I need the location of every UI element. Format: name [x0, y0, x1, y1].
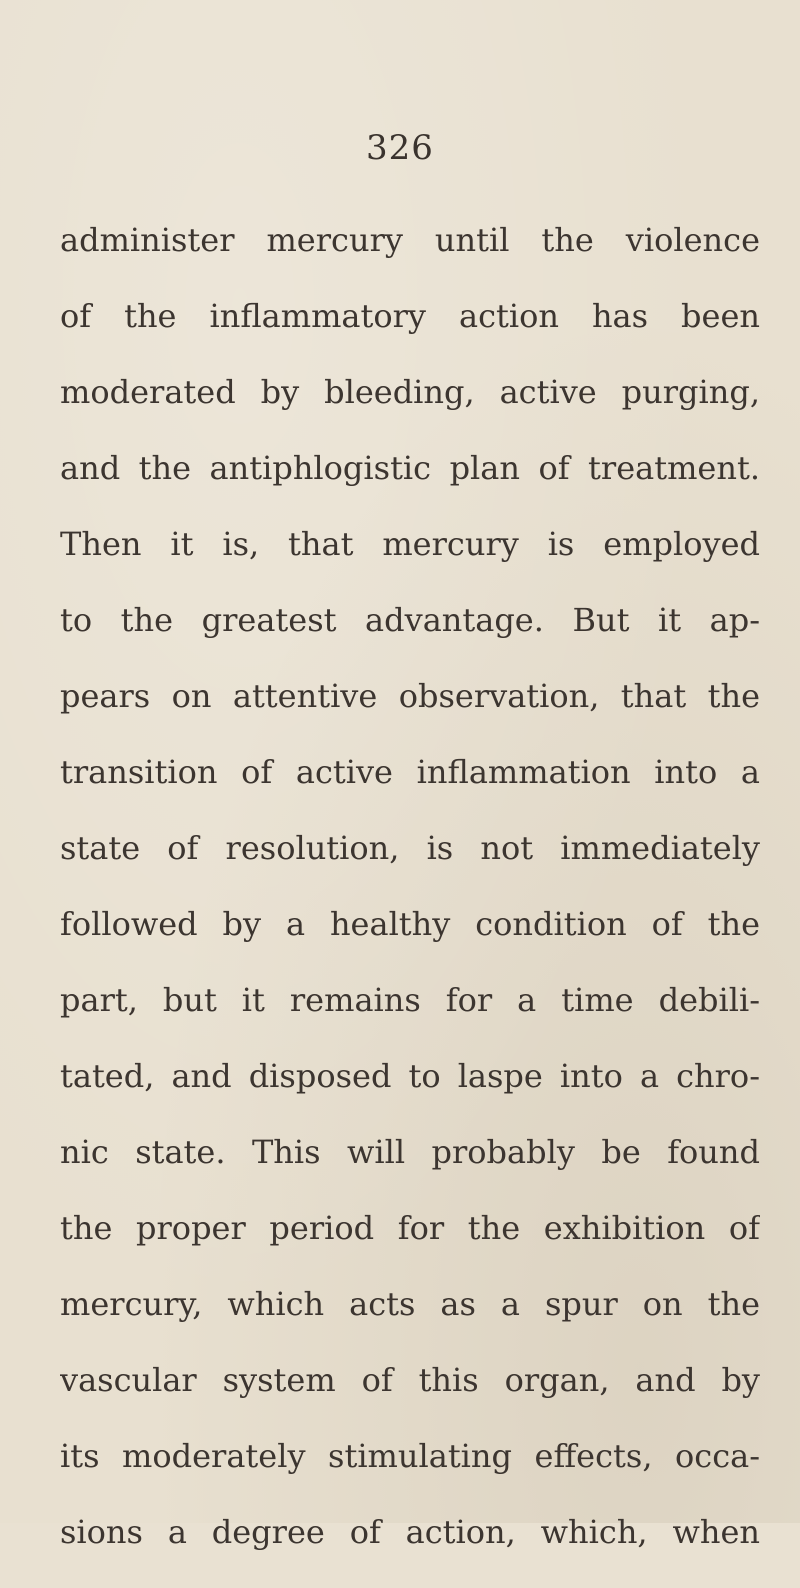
text-line: followed by a healthy condition of the: [60, 905, 760, 943]
text-line: Then it is, that mercury is employed: [60, 525, 760, 563]
text-line: state of resolution, is not immediately: [60, 829, 760, 867]
text-line: administer mercury until the violence: [60, 221, 760, 259]
text-line: vascular system of this organ, and by: [60, 1361, 760, 1399]
text-line: pears on attentive observation, that the: [60, 677, 760, 715]
text-line: sions a degree of action, which, when: [60, 1513, 760, 1551]
text-line: mercury, which acts as a spur on the: [60, 1285, 760, 1323]
text-line: the proper period for the exhibition of: [60, 1209, 760, 1247]
text-line: transition of active inflammation into a: [60, 753, 760, 791]
text-line: of the inflammatory action has been: [60, 297, 760, 335]
text-line: moderated by bleeding, active purging,: [60, 373, 760, 411]
page-number: 326: [366, 128, 434, 168]
text-line: tated, and disposed to laspe into a chro-: [60, 1057, 760, 1095]
text-line: and the antiphlogistic plan of treatment.: [60, 449, 760, 487]
text-line: nic state. This will probably be found: [60, 1133, 760, 1171]
text-line: part, but it remains for a time debili-: [60, 981, 760, 1019]
body-text: [60, 220, 760, 1588]
text-line: to the greatest advantage. But it ap-: [60, 601, 760, 639]
text-line: its moderately stimulating effects, occa-: [60, 1437, 760, 1475]
